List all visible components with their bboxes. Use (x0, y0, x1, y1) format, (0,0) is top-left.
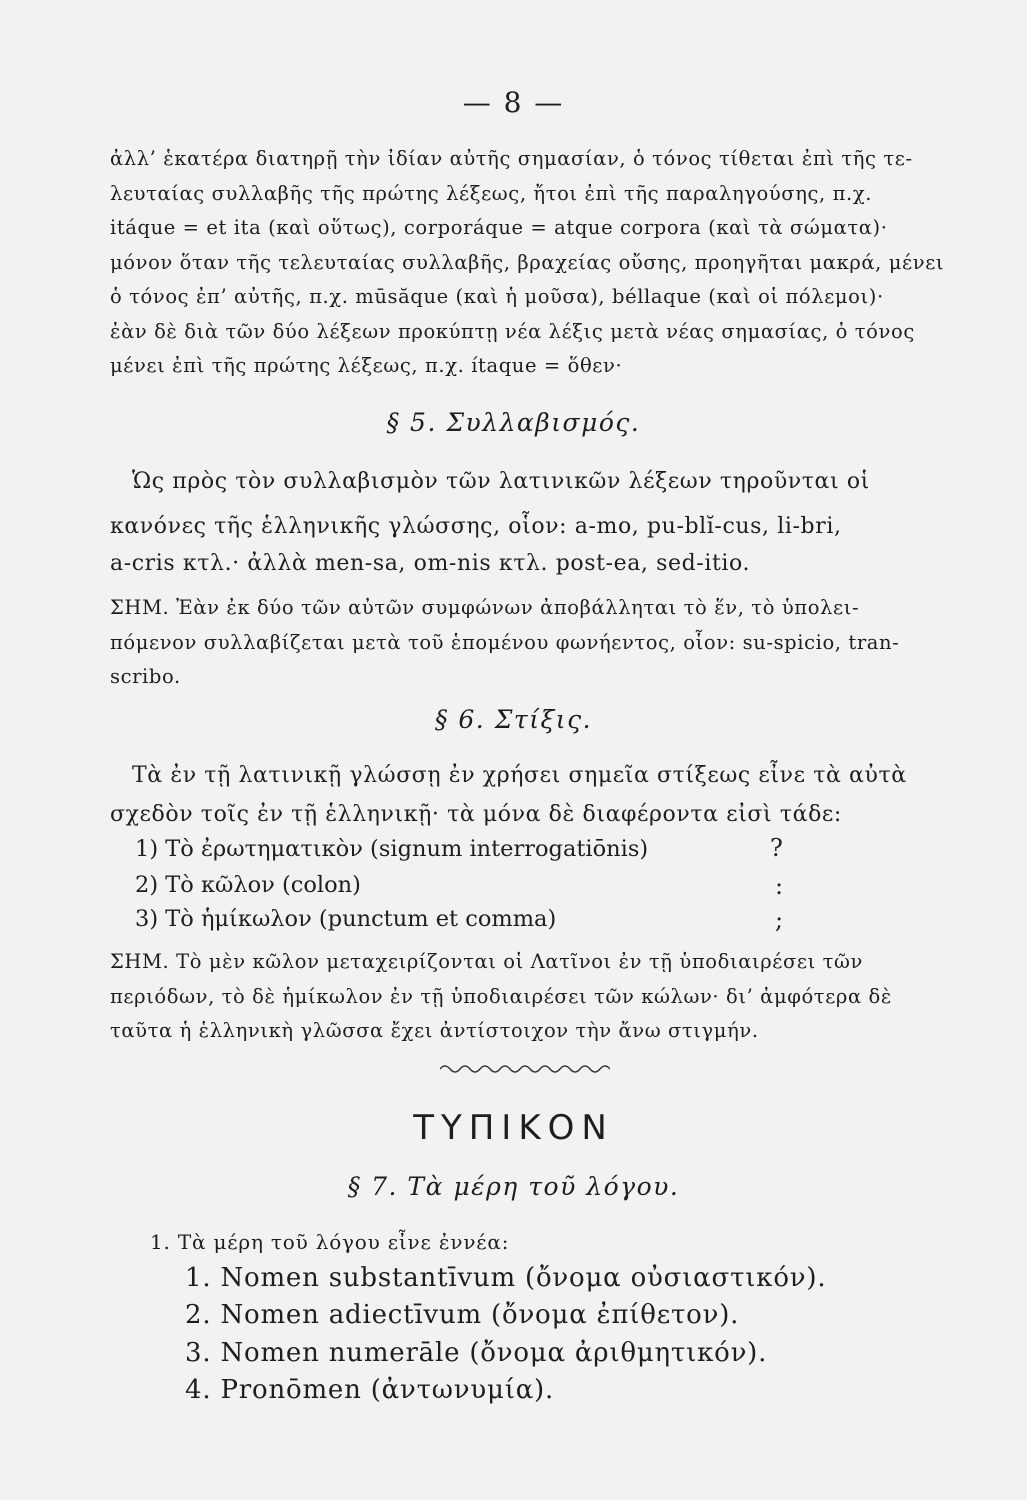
part-of-speech-item: 1. Nomen substantīvum (ὄνομα οὐσιαστικόν). (185, 1263, 827, 1293)
part-of-speech-item: 2. Nomen adiectīvum (ὄνομα ἐπίθετον). (185, 1300, 740, 1330)
text-line: ὁ τόνος ἐπ’ αὐτῆς, π.χ. mūsăque (καὶ ἡ μοῦσα), béllaque (καὶ οἱ πόλεμοι)· (110, 285, 884, 308)
text-line: scribo. (110, 665, 181, 688)
paragraph-syllabification (132, 463, 925, 500)
note-colon-usage (110, 945, 925, 1049)
text-line: σχεδὸν τοῖς ἐν τῇ ἑλληνικῇ· τὰ μόνα δὲ διαφέροντα εἰσὶ τάδε: (110, 802, 842, 827)
parts-intro: 1. Τὰ μέρη τοῦ λόγου εἶνε ἐννέα: (150, 1230, 510, 1254)
text-line: περιόδων, τὸ δὲ ἡμίκωλον ἐν τῇ ὑποδιαιρέσει τῶν κώλων· δι’ ἀμφότερα δὲ (110, 984, 892, 1008)
punctuation-mark: ? (770, 834, 783, 862)
text-line: Τὰ ἐν τῇ λατινικῇ γλώσσῃ ἐν χρήσει σημεῖα στίξεως εἶνε τὰ αὐτὰ (132, 763, 907, 788)
paragraph-punctuation (132, 757, 925, 794)
text-line: ταῦτα ἡ ἑλληνικὴ γλῶσσα ἔχει ἀντίστοιχον τὴν ἄνω στιγμήν. (110, 1019, 759, 1042)
paragraph-accent-rules (110, 142, 945, 384)
text-line: a-cris κτλ.· ἀλλὰ men-sa, om-nis κτλ. post-ea, sed-itio. (110, 551, 751, 576)
text-line: ΣΗΜ. Ἐὰν ἐκ δύο τῶν αὐτῶν συμφώνων ἀποβάλληται τὸ ἕν, τὸ ὑπολει- (110, 596, 860, 619)
note-consonants (110, 591, 925, 695)
punctuation-item: 3) Τὸ ἡμίκωλον (punctum et comma) (135, 906, 557, 932)
text-line: μένει ἐπὶ τῆς πρώτης λέξεως, π.χ. ítaque = ὅθεν· (110, 354, 623, 377)
text-line: μόνον ὅταν τῆς τελευταίας συλλαβῆς, βραχείας οὔσης, προηγῆται μακρά, μένει (110, 250, 945, 274)
paragraph-syllabification-cont (110, 508, 925, 582)
text-line: Ὡς πρὸς τὸν συλλαβισμὸν τῶν λατινικῶν λέξεων τηροῦνται οἱ (132, 469, 870, 494)
text-line: πόμενον συλλαβίζεται μετὰ τοῦ ἑπομένου φωνήεντος, οἷον: su-spicio, tran- (110, 630, 900, 654)
text-line: itáque = et ita (καὶ οὕτως), corporáque = atque corpora (καὶ τὰ σώματα)· (110, 216, 888, 239)
part-of-speech-item: 4. Pronōmen (ἀντωνυμία). (185, 1375, 555, 1405)
text-line: κανόνες τῆς ἑλληνικῆς γλώσσης, οἷον: a-mo, pu-blĭ-cus, li-bri, (110, 514, 842, 539)
punctuation-mark: : (775, 872, 784, 900)
section-7-heading: § 7. Τὰ μέρη τοῦ λόγου. (347, 1172, 680, 1201)
section-5-heading: § 5. Συλλαβισμός. (386, 408, 641, 437)
text-line: ἀλλ’ ἑκατέρα διατηρῇ τὴν ἰδίαν αὐτῆς σημασίαν, ὁ τόνος τίθεται ἐπὶ τῆς τε- (110, 147, 913, 170)
text-line: ΣΗΜ. Τὸ μὲν κῶλον μεταχειρίζονται οἱ Λατῖνοι ἐν τῇ ὑποδιαιρέσει τῶν (110, 950, 863, 973)
page-number: — 8 — (462, 86, 565, 119)
text-line: λευταίας συλλαβῆς τῆς πρώτης λέξεως, ἤτοι ἐπὶ τῆς παραληγούσης, π.χ. (110, 181, 873, 205)
section-6-heading: § 6. Στίξις. (434, 705, 593, 734)
punctuation-mark: ; (775, 906, 784, 934)
part-title: ΤΥΠΙΚΟΝ (413, 1108, 614, 1148)
decorative-wave-divider (440, 1062, 610, 1076)
paragraph-punctuation-cont (110, 796, 925, 833)
part-of-speech-item: 3. Nomen numerāle (ὄνομα ἀριθμητικόν). (185, 1338, 768, 1368)
punctuation-item: 1) Τὸ ἐρωτηματικὸν (signum interrogatiōnis) (135, 836, 649, 862)
punctuation-item: 2) Τὸ κῶλον (colon) (135, 872, 361, 898)
text-line: ἐὰν δὲ διὰ τῶν δύο λέξεων προκύπτῃ νέα λέξις μετὰ νέας σημασίας, ὁ τόνος (110, 319, 915, 343)
